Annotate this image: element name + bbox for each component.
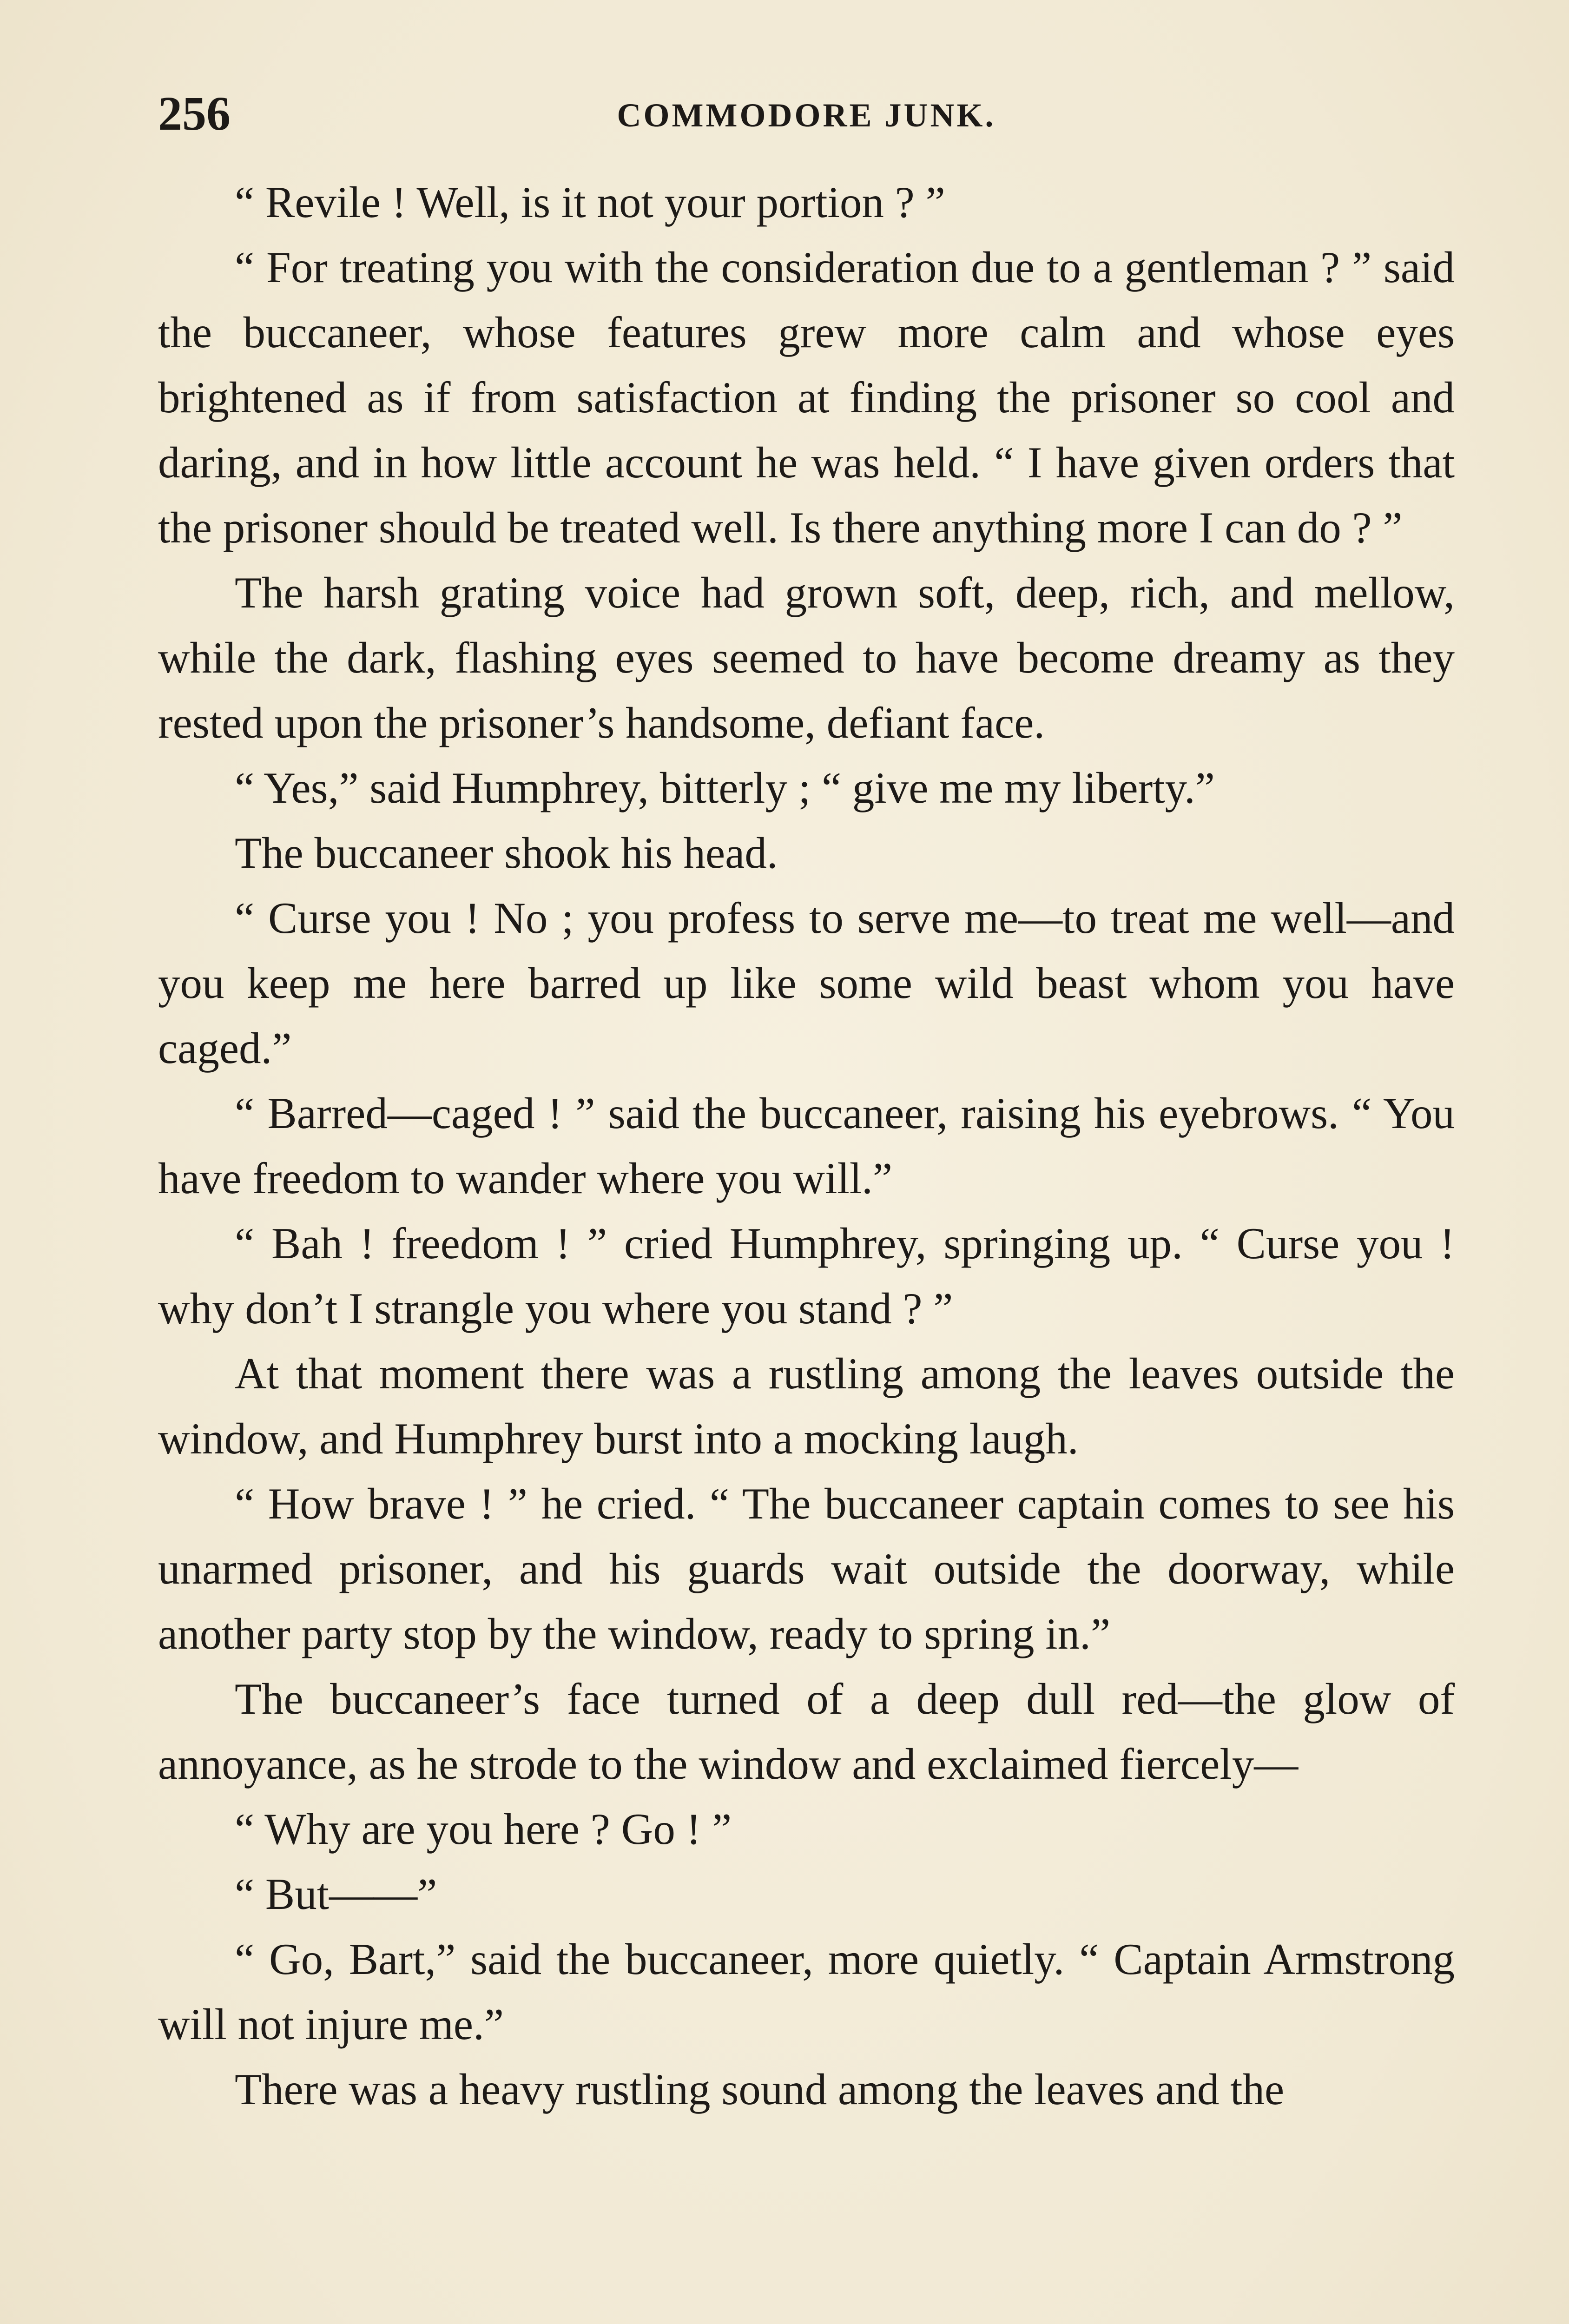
paragraph: “ Curse you ! No ; you profess to serve me—to treat me well—and you keep me here barred up like some wild beast whom you have caged.”: [158, 893, 1455, 1073]
page-number: 256: [158, 87, 231, 140]
body-text: [158, 170, 1455, 2122]
paragraph: “ Why are you here ? Go ! ”: [235, 1804, 732, 1854]
paragraph: “ But——”: [235, 1869, 437, 1919]
paragraph: “ Revile ! Well, is it not your portion ? ”: [235, 178, 945, 227]
paragraph: At that moment there was a rustling among the leaves outside the window, and Humphrey burst into a mocking laugh.: [158, 1349, 1455, 1463]
paragraph: The buccaneer’s face turned of a deep dull red—the glow of annoyance, as he strode to the window and exclaimed fiercely—: [158, 1674, 1455, 1789]
paragraph: The harsh grating voice had grown soft, deep, rich, and mellow, while the dark, flashing eyes seemed to have become dreamy as they rested upon the prisoner’s handsome, defiant face.: [158, 568, 1455, 747]
paragraph: “ Bah ! freedom ! ” cried Humphrey, springing up. “ Curse you ! why don’t I strangle you where you stand ? ”: [158, 1219, 1455, 1333]
paragraph: “ How brave ! ” he cried. “ The buccaneer captain comes to see his unarmed prisoner, and his guards wait outside the doorway, while another party stop by the window, ready to spring in.”: [158, 1479, 1455, 1658]
paragraph: There was a heavy rustling sound among the leaves and the: [235, 2065, 1285, 2114]
running-title: COMMODORE JUNK.: [617, 97, 996, 134]
paragraph: “ Yes,” said Humphrey, bitterly ; “ give me my liberty.”: [235, 763, 1215, 812]
paragraph: The buccaneer shook his head.: [235, 828, 778, 878]
page-header: [158, 88, 1455, 139]
paragraph: “ For treating you with the consideration due to a gentleman ? ” said the buccaneer, whose features grew more calm and whose eyes brightened as if from satisfaction at finding the prisoner so cool and daring, and in how little account he was held. “ I have given orders that the prisoner should be treated well. Is there anything more I can do ? ”: [158, 243, 1455, 552]
paragraph: “ Barred—caged ! ” said the buccaneer, raising his eyebrows. “ You have freedom to wander where you will.”: [158, 1089, 1455, 1203]
paragraph: “ Go, Bart,” said the buccaneer, more quietly. “ Captain Armstrong will not injure me.”: [158, 1934, 1455, 2049]
